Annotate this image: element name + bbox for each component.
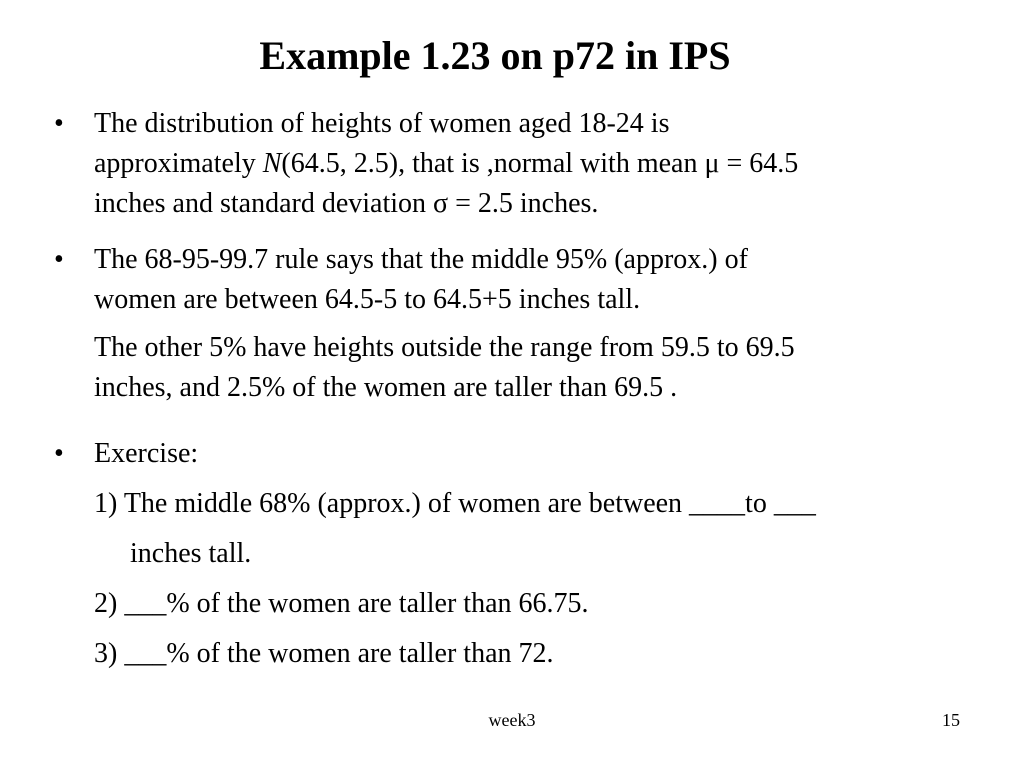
bullet-line: The distribution of heights of women aged 18-24 is [94,108,670,139]
exercise-item-2: 2) ___% of the women are taller than 66.75. [94,588,589,619]
normal-symbol: N [262,148,282,179]
bullet-item-distribution [54,104,984,224]
footer-label: week3 [488,710,536,730]
slide-title: Example 1.23 on p72 in IPS [259,33,731,78]
bullet-line: The 68-95-99.7 rule says that the middle 95% (approx.) of [94,244,748,275]
bullet-marker: • [54,244,64,275]
bullet-marker: • [54,108,64,139]
exercise-label: Exercise: [94,438,199,469]
bullet-line: The other 5% have heights outside the range from 59.5 to 69.5 [94,332,795,363]
page-number: 15 [942,710,960,730]
text-fragment: approximately [94,148,263,179]
text-fragment: (64.5, 2.5), that is ,normal with mean μ = 64.5 [281,148,799,179]
exercise-item-1-continued: inches tall. [130,538,252,569]
bullet-line: inches and standard deviation σ = 2.5 inches. [94,188,599,219]
bullet-line [94,144,984,184]
slide-body [54,104,984,674]
exercise-item-3: 3) ___% of the women are taller than 72. [94,638,554,669]
bullet-paragraph [94,328,984,408]
bullet-line: women are between 64.5-5 to 64.5+5 inches tall. [94,284,641,315]
exercise-item-1: 1) The middle 68% (approx.) of women are between ____to ___ [94,488,816,519]
bullet-line: inches, and 2.5% of the women are taller than 69.5 . [94,372,678,403]
bullet-item-exercise [54,434,984,674]
bullet-marker: • [54,438,64,469]
bullet-item-rule [54,240,984,408]
